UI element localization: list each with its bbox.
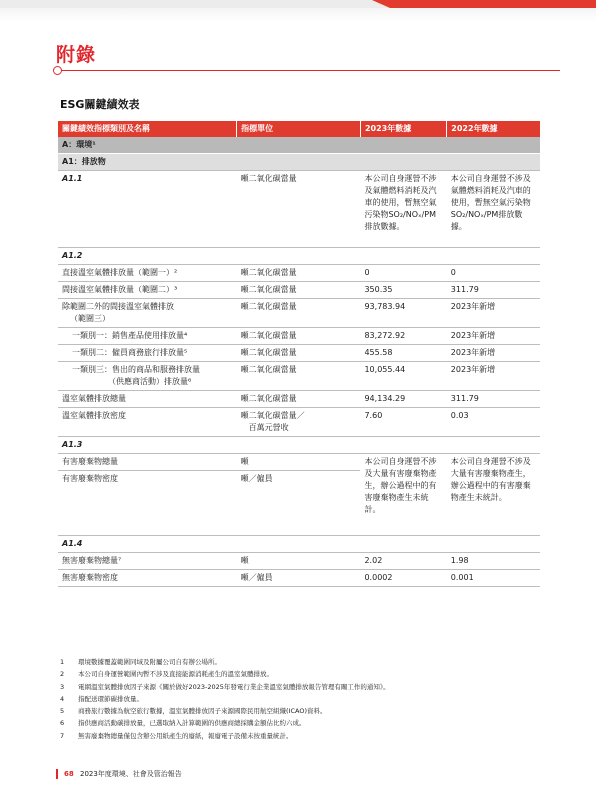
footnote-number: 3: [60, 682, 65, 691]
footnote-number: 6: [60, 719, 65, 728]
a13-label: A1.3: [58, 437, 540, 454]
footnote: [60, 693, 390, 705]
row-unit: 噸: [237, 553, 361, 570]
group-row-a1: [58, 154, 540, 171]
row-unit: 噸二氧化碳當量: [237, 345, 361, 362]
row-value-2022: 0.03: [447, 408, 540, 437]
row-name: 一類別三：售出的商品和服務排放量: [72, 365, 200, 374]
row-name-cell: [58, 362, 237, 391]
title-rule: [60, 70, 560, 71]
row-unit: 噸二氧化碳當量／: [240, 411, 305, 420]
row-value-2022: 0: [447, 265, 540, 282]
row-unit: 噸二氧化碳當量: [237, 362, 361, 391]
row-name: 溫室氣體排放總量: [58, 391, 237, 408]
row-unit: 噸二氧化碳當量: [237, 265, 361, 282]
row-value-2022: 311.79: [447, 391, 540, 408]
table-row: [58, 391, 540, 408]
row-value-2023: 0.0002: [360, 570, 446, 587]
footnote: [60, 705, 390, 717]
footnote-number: 1: [60, 658, 65, 666]
row-name: 直接溫室氣體排放量（範圍一）²: [58, 265, 237, 282]
header-2023: 2023年數據: [360, 121, 446, 137]
footnotes: [60, 656, 390, 742]
table-row: [58, 282, 540, 299]
footnote-text: 指配送環節碳排放量。: [78, 694, 143, 703]
a11-value-2023: 本公司自身運營不涉及氣體燃料消耗及汽車的使用，暫無空氣污染物SO₂/NOₓ/PM排放數據。: [360, 171, 446, 248]
row-value-2023: 0: [360, 265, 446, 282]
row-unit-cell: [237, 408, 361, 437]
table-row: [58, 299, 540, 328]
row-name: 無害廢棄物總量⁷: [58, 553, 237, 570]
table-row-a11: [58, 171, 540, 248]
a13-value-2023: 本公司自身運營不涉及大量有害廢棄物產生，辦公過程中的有害廢棄物產生未統計。: [360, 454, 446, 536]
footnote-number: 4: [60, 694, 65, 703]
row-unit: 噸二氧化碳當量: [237, 282, 361, 299]
row-name-cont: （範圍三）: [70, 314, 110, 323]
table-row: [58, 570, 540, 587]
footnote: [60, 681, 390, 693]
row-unit: 噸二氧化碳當量: [237, 299, 361, 328]
a13-value-2022: 本公司自身運營不涉及大量有害廢棄物產生，辦公過程中的有害廢棄物產生未統計。: [447, 454, 540, 536]
a12-label: A1.2: [58, 248, 540, 265]
footnote-number: 2: [60, 670, 65, 679]
footnote-text: 電網溫室氣體排放因子來源《關於做好2023-2025年發電行業企業溫室氣體排放報告管理有關工作的通知》。: [78, 682, 390, 691]
group-row-a: [58, 137, 540, 154]
row-value-2023: 2.02: [360, 553, 446, 570]
row-name-cell: [58, 299, 237, 328]
footnote: [60, 668, 390, 680]
page-title: 附錄: [56, 44, 97, 66]
footnote: [60, 717, 390, 729]
row-value-2023: 7.60: [360, 408, 446, 437]
footer-accent-bar: [56, 769, 58, 779]
table-row: [58, 265, 540, 282]
footnote-text: 本公司自身運營範圍內暫不涉及直接能源消耗產生的溫室氣體排放。: [78, 670, 273, 679]
table-row: [58, 328, 540, 345]
group-a1-label: A1：排放物: [58, 154, 540, 171]
table-row: [58, 553, 540, 570]
esg-kpi-table: [58, 121, 540, 587]
title-rule-dot: [53, 66, 62, 75]
a14-label: A1.4: [58, 536, 540, 553]
row-name: 有害廢棄物密度: [58, 471, 237, 536]
footnote: [60, 730, 390, 742]
row-name: 無害廢棄物密度: [58, 570, 237, 587]
section-title: ESG關鍵績效表: [60, 98, 140, 111]
row-value-2022: 2023年新增: [447, 345, 540, 362]
row-value-2023: 94,134.29: [360, 391, 446, 408]
header-unit: 指標單位: [237, 121, 361, 137]
row-unit: 噸二氧化碳當量: [237, 391, 361, 408]
subheader-a13: [58, 437, 540, 454]
row-name: 一類別一：銷售產品使用排放量⁴: [58, 328, 237, 345]
report-title: 2023年度環境、社會及管治報告: [79, 770, 182, 778]
footnote-number: 7: [60, 731, 65, 740]
subheader-a14: [58, 536, 540, 553]
table-row: [58, 345, 540, 362]
table-header-row: [58, 121, 540, 137]
row-value-2022: 2023年新增: [447, 328, 540, 345]
row-value-2023: 350.35: [360, 282, 446, 299]
row-value-2022: 1.98: [447, 553, 540, 570]
row-value-2022: 0.001: [447, 570, 540, 587]
row-unit-cont: 百萬元營收: [248, 423, 289, 432]
row-value-2022: 2023年新增: [447, 299, 540, 328]
row-unit: 噸／僱員: [237, 471, 361, 536]
row-value-2023: 10,055.44: [360, 362, 446, 391]
row-value-2022: 2023年新增: [447, 362, 540, 391]
table-row: [58, 408, 540, 437]
table-row: [58, 454, 540, 471]
a11-label: A1.1: [58, 171, 237, 248]
row-name: 有害廢棄物總量: [58, 454, 237, 471]
row-value-2022: 311.79: [447, 282, 540, 299]
a11-value-2022: 本公司自身運營不涉及氣體燃料消耗及汽車的使用，暫無空氣污染物SO₂/NOₓ/PM排放數據。: [447, 171, 540, 248]
footnote-text: 指供應商活動碳排放量，已選取納入計算範圍的供應商總採購金額佔比約六成。: [78, 719, 306, 728]
header-2022: 2022年數據: [447, 121, 540, 137]
row-name: 間接溫室氣體排放量（範圍二）³: [58, 282, 237, 299]
table-row: [58, 362, 540, 391]
subheader-a12: [58, 248, 540, 265]
page-footer: [64, 769, 182, 779]
row-name: 溫室氣體排放密度: [58, 408, 237, 437]
header-category: 關鍵績效指標類別及名稱: [58, 121, 237, 137]
row-unit: 噸: [237, 454, 361, 471]
footnote: [60, 656, 390, 668]
top-shade: [0, 8, 596, 22]
footnote-text: 商務旅行數據為航空旅行數據，溫室氣體排放因子來源國際民用航空組織(ICAO)資料。: [78, 707, 327, 716]
top-band: [0, 0, 596, 8]
row-unit: 噸二氧化碳當量: [237, 328, 361, 345]
group-a-label: A：環境¹: [58, 137, 540, 154]
top-band-red: [390, 0, 596, 8]
row-name: 除範圍二外的間接溫室氣體排放: [62, 302, 174, 311]
row-value-2023: 93,783.94: [360, 299, 446, 328]
row-name-cont: （供應商活動）排放量⁶: [108, 377, 192, 386]
row-name: 一類別二：僱員商務旅行排放量⁵: [58, 345, 237, 362]
page-number: 68: [64, 770, 74, 778]
a11-unit: 噸二氧化碳當量: [237, 171, 361, 248]
top-band-red-tip: [372, 0, 390, 8]
row-value-2023: 83,272.92: [360, 328, 446, 345]
row-unit: 噸／僱員: [237, 570, 361, 587]
footnote-number: 5: [60, 707, 65, 716]
footnote-text: 環境數據覆蓋範圍同域及附屬公司自有辦公場所。: [78, 658, 221, 666]
row-value-2023: 455.58: [360, 345, 446, 362]
footnote-text: 無害廢棄物總量僅包含辦公用紙產生的廢紙，報廢電子設備未按重量統計。: [78, 731, 293, 740]
